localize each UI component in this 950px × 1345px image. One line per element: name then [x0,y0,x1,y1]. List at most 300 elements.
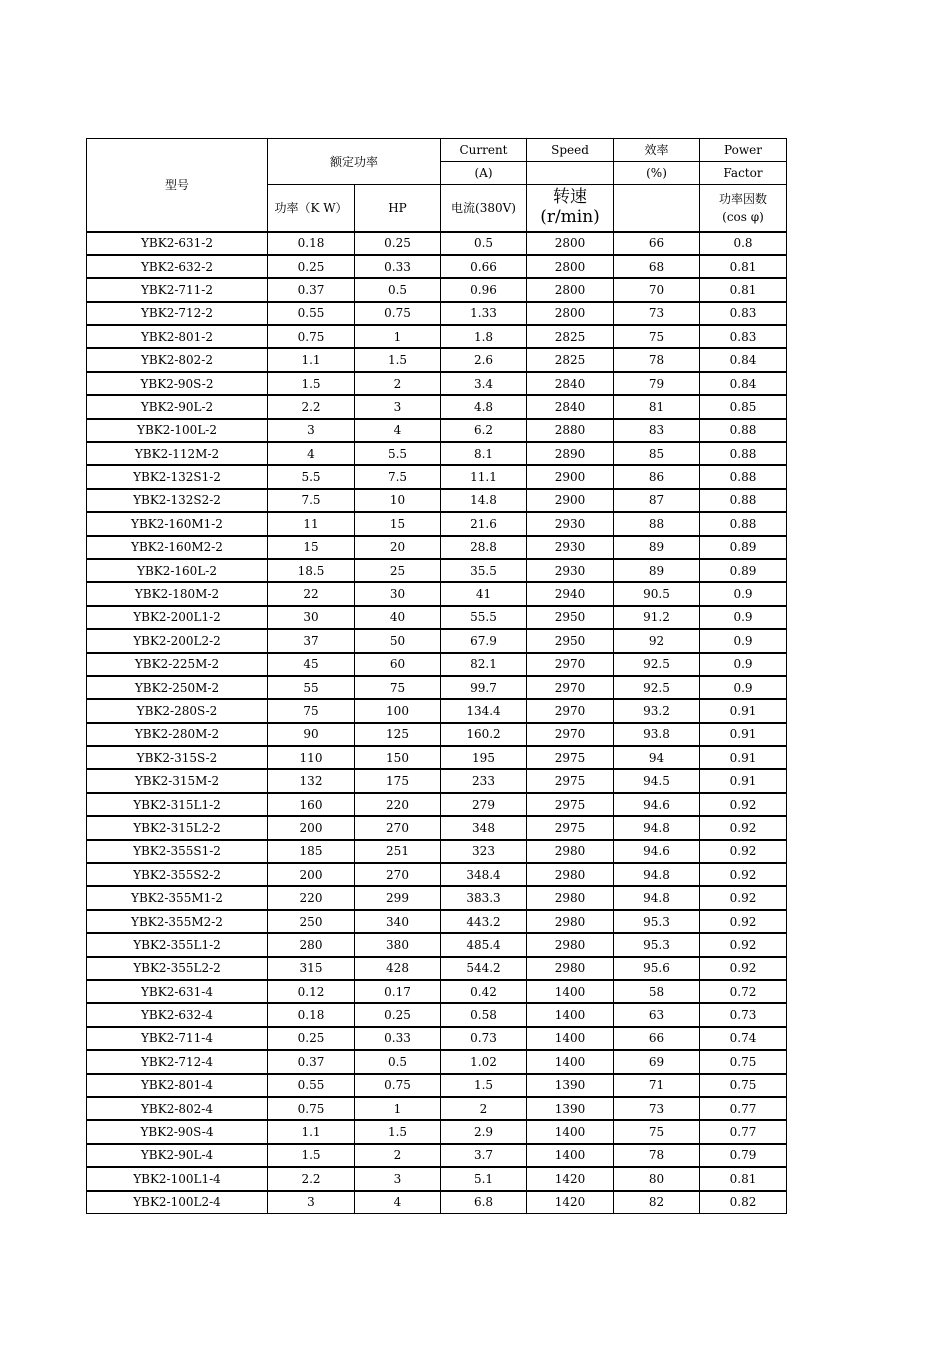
cell-model: YBK2-355M2-2 [87,910,268,933]
cell-power-factor: 0.88 [700,419,787,442]
table-row [87,1027,787,1050]
cell-efficiency: 94.8 [614,816,700,839]
cell-power-hp: 60 [355,653,441,676]
cell-power-factor: 0.88 [700,489,787,512]
cell-model: YBK2-712-2 [87,302,268,325]
table-row [87,1191,787,1214]
cell-power-factor: 0.88 [700,442,787,465]
cell-current: 67.9 [441,629,527,652]
cell-model: YBK2-712-4 [87,1050,268,1073]
cell-speed: 2930 [527,512,614,535]
table-row [87,442,787,465]
cell-efficiency: 88 [614,512,700,535]
header-pf-cn [700,185,787,232]
cell-model: YBK2-100L2-4 [87,1191,268,1214]
cell-model: YBK2-90L-2 [87,395,268,418]
cell-power-factor: 0.75 [700,1050,787,1073]
cell-power-factor: 0.83 [700,302,787,325]
table-row [87,348,787,371]
table-row [87,840,787,863]
cell-speed: 1420 [527,1167,614,1190]
cell-speed: 2900 [527,489,614,512]
table-row [87,1074,787,1097]
cell-power-kw: 1.1 [268,1120,355,1143]
cell-power-factor: 0.83 [700,325,787,348]
cell-efficiency: 75 [614,1120,700,1143]
header-power-factor-en2: Factor [700,162,787,185]
table-row [87,465,787,488]
cell-speed: 2975 [527,769,614,792]
table-row [87,793,787,816]
cell-power-hp: 5.5 [355,442,441,465]
cell-efficiency: 94.5 [614,769,700,792]
cell-efficiency: 83 [614,419,700,442]
cell-current: 11.1 [441,465,527,488]
cell-model: YBK2-90S-2 [87,372,268,395]
cell-power-kw: 11 [268,512,355,535]
cell-efficiency: 90.5 [614,582,700,605]
cell-power-kw: 280 [268,933,355,956]
cell-current: 348 [441,816,527,839]
cell-efficiency: 89 [614,536,700,559]
cell-power-hp: 0.17 [355,980,441,1003]
cell-efficiency: 73 [614,1097,700,1120]
cell-speed: 2975 [527,793,614,816]
cell-current: 485.4 [441,933,527,956]
cell-current: 1.5 [441,1074,527,1097]
cell-current: 5.1 [441,1167,527,1190]
cell-power-kw: 37 [268,629,355,652]
cell-power-hp: 7.5 [355,465,441,488]
cell-current: 195 [441,746,527,769]
table-row [87,1050,787,1073]
cell-power-factor: 0.92 [700,910,787,933]
cell-power-factor: 0.91 [700,699,787,722]
cell-efficiency: 68 [614,255,700,278]
cell-power-hp: 3 [355,395,441,418]
cell-power-factor: 0.79 [700,1144,787,1167]
table-row [87,980,787,1003]
cell-current: 0.73 [441,1027,527,1050]
cell-speed: 2800 [527,302,614,325]
cell-model: YBK2-90S-4 [87,1120,268,1143]
cell-power-kw: 2.2 [268,1167,355,1190]
cell-efficiency: 92.5 [614,653,700,676]
cell-speed: 2890 [527,442,614,465]
cell-power-hp: 20 [355,536,441,559]
cell-current: 0.5 [441,232,527,255]
table-row [87,1097,787,1120]
cell-speed: 1390 [527,1097,614,1120]
cell-efficiency: 94.6 [614,840,700,863]
cell-power-factor: 0.92 [700,886,787,909]
cell-power-factor: 0.74 [700,1027,787,1050]
cell-power-factor: 0.82 [700,1191,787,1214]
cell-power-hp: 428 [355,957,441,980]
cell-current: 544.2 [441,957,527,980]
header-speed-unit: (r/min) [540,206,600,227]
cell-power-kw: 3 [268,1191,355,1214]
cell-power-kw: 0.55 [268,1074,355,1097]
header-current-cn: 电流(380V) [441,185,527,232]
cell-efficiency: 87 [614,489,700,512]
cell-current: 383.3 [441,886,527,909]
table-row [87,536,787,559]
cell-power-hp: 75 [355,676,441,699]
cell-efficiency: 81 [614,395,700,418]
cell-current: 2.9 [441,1120,527,1143]
cell-speed: 2840 [527,395,614,418]
cell-speed: 2975 [527,746,614,769]
cell-speed: 2980 [527,886,614,909]
cell-speed: 2980 [527,840,614,863]
cell-power-factor: 0.91 [700,723,787,746]
table-row [87,653,787,676]
cell-power-hp: 0.5 [355,1050,441,1073]
cell-speed: 1390 [527,1074,614,1097]
cell-model: YBK2-200L2-2 [87,629,268,652]
cell-speed: 1400 [527,1003,614,1026]
motor-spec-table [86,138,787,1214]
cell-efficiency: 94.6 [614,793,700,816]
header-efficiency: 效率 [614,139,700,162]
cell-power-factor: 0.84 [700,348,787,371]
cell-power-kw: 22 [268,582,355,605]
cell-efficiency: 93.8 [614,723,700,746]
cell-current: 21.6 [441,512,527,535]
cell-power-hp: 340 [355,910,441,933]
cell-power-hp: 30 [355,582,441,605]
cell-model: YBK2-711-4 [87,1027,268,1050]
cell-power-kw: 55 [268,676,355,699]
cell-power-kw: 200 [268,816,355,839]
cell-speed: 2970 [527,676,614,699]
cell-efficiency: 66 [614,232,700,255]
cell-model: YBK2-801-4 [87,1074,268,1097]
cell-model: YBK2-180M-2 [87,582,268,605]
cell-power-kw: 200 [268,863,355,886]
cell-model: YBK2-280M-2 [87,723,268,746]
cell-power-kw: 1.1 [268,348,355,371]
cell-current: 1.02 [441,1050,527,1073]
cell-model: YBK2-632-2 [87,255,268,278]
cell-power-hp: 1.5 [355,348,441,371]
cell-efficiency: 95.3 [614,933,700,956]
cell-power-factor: 0.81 [700,255,787,278]
header-rated-power: 额定功率 [268,139,441,185]
table-row [87,699,787,722]
cell-power-kw: 1.5 [268,372,355,395]
cell-efficiency: 78 [614,1144,700,1167]
cell-power-factor: 0.9 [700,629,787,652]
cell-efficiency: 75 [614,325,700,348]
cell-power-kw: 315 [268,957,355,980]
cell-current: 2.6 [441,348,527,371]
cell-power-factor: 0.92 [700,863,787,886]
cell-power-factor: 0.73 [700,1003,787,1026]
cell-power-hp: 220 [355,793,441,816]
cell-current: 134.4 [441,699,527,722]
cell-speed: 2840 [527,372,614,395]
cell-power-kw: 160 [268,793,355,816]
cell-efficiency: 79 [614,372,700,395]
cell-speed: 1400 [527,1120,614,1143]
cell-speed: 2800 [527,232,614,255]
table-row [87,395,787,418]
cell-speed: 2950 [527,629,614,652]
cell-power-hp: 2 [355,1144,441,1167]
table-row [87,1120,787,1143]
cell-model: YBK2-160M1-2 [87,512,268,535]
cell-speed: 2940 [527,582,614,605]
cell-efficiency: 89 [614,559,700,582]
cell-current: 8.1 [441,442,527,465]
cell-speed: 2975 [527,816,614,839]
cell-efficiency: 66 [614,1027,700,1050]
cell-power-kw: 110 [268,746,355,769]
cell-current: 0.42 [441,980,527,1003]
cell-power-kw: 0.12 [268,980,355,1003]
cell-current: 4.8 [441,395,527,418]
cell-model: YBK2-802-2 [87,348,268,371]
cell-efficiency: 94.8 [614,886,700,909]
cell-power-factor: 0.92 [700,933,787,956]
cell-current: 3.4 [441,372,527,395]
cell-power-factor: 0.89 [700,536,787,559]
table-row [87,1167,787,1190]
cell-power-kw: 0.18 [268,1003,355,1026]
cell-model: YBK2-355S2-2 [87,863,268,886]
cell-power-factor: 0.88 [700,512,787,535]
cell-speed: 2900 [527,465,614,488]
cell-model: YBK2-802-4 [87,1097,268,1120]
cell-current: 6.2 [441,419,527,442]
header-pf-symbol: (cos φ) [722,209,764,224]
cell-efficiency: 95.6 [614,957,700,980]
table-body [87,232,787,1214]
cell-current: 0.96 [441,278,527,301]
header-speed-cn-label: 转速 [553,187,587,208]
cell-power-hp: 15 [355,512,441,535]
cell-model: YBK2-801-2 [87,325,268,348]
cell-power-hp: 2 [355,372,441,395]
cell-current: 348.4 [441,863,527,886]
cell-efficiency: 94.8 [614,863,700,886]
cell-power-kw: 0.25 [268,255,355,278]
cell-power-hp: 1 [355,1097,441,1120]
cell-speed: 2970 [527,699,614,722]
cell-power-hp: 270 [355,863,441,886]
cell-model: YBK2-315L1-2 [87,793,268,816]
cell-power-hp: 50 [355,629,441,652]
header-kw: 功率（K W） [268,185,355,232]
cell-speed: 2970 [527,723,614,746]
cell-power-factor: 0.9 [700,653,787,676]
cell-model: YBK2-355M1-2 [87,886,268,909]
cell-model: YBK2-100L-2 [87,419,268,442]
cell-power-kw: 45 [268,653,355,676]
cell-speed: 2970 [527,653,614,676]
cell-power-factor: 0.75 [700,1074,787,1097]
cell-model: YBK2-200L1-2 [87,606,268,629]
cell-power-hp: 100 [355,699,441,722]
cell-current: 1.33 [441,302,527,325]
cell-model: YBK2-315L2-2 [87,816,268,839]
table-row [87,232,787,255]
table-row [87,910,787,933]
table-row [87,957,787,980]
cell-power-factor: 0.8 [700,232,787,255]
cell-speed: 2930 [527,559,614,582]
cell-power-hp: 175 [355,769,441,792]
cell-model: YBK2-315M-2 [87,769,268,792]
cell-power-factor: 0.84 [700,372,787,395]
table-row [87,255,787,278]
cell-speed: 1400 [527,1144,614,1167]
cell-power-factor: 0.92 [700,840,787,863]
cell-model: YBK2-250M-2 [87,676,268,699]
cell-power-factor: 0.81 [700,1167,787,1190]
cell-power-hp: 10 [355,489,441,512]
cell-power-hp: 0.33 [355,1027,441,1050]
cell-power-hp: 1.5 [355,1120,441,1143]
cell-power-kw: 0.25 [268,1027,355,1050]
cell-current: 0.58 [441,1003,527,1026]
cell-current: 99.7 [441,676,527,699]
cell-power-hp: 0.75 [355,302,441,325]
cell-power-hp: 0.25 [355,232,441,255]
table-row [87,606,787,629]
cell-efficiency: 86 [614,465,700,488]
cell-power-hp: 25 [355,559,441,582]
cell-efficiency: 63 [614,1003,700,1026]
cell-speed: 2800 [527,278,614,301]
cell-power-hp: 0.25 [355,1003,441,1026]
header-efficiency-blank [614,185,700,232]
cell-power-factor: 0.9 [700,676,787,699]
cell-model: YBK2-100L1-4 [87,1167,268,1190]
header-pf-cn-label: 功率因数 [718,191,767,206]
header-current-unit: (A) [441,162,527,185]
cell-power-factor: 0.77 [700,1097,787,1120]
cell-speed: 2980 [527,933,614,956]
cell-efficiency: 58 [614,980,700,1003]
cell-efficiency: 69 [614,1050,700,1073]
cell-power-kw: 30 [268,606,355,629]
header-current-en: Current [441,139,527,162]
table-row [87,372,787,395]
table-row [87,419,787,442]
cell-speed: 2980 [527,957,614,980]
table-row [87,629,787,652]
cell-speed: 1400 [527,1050,614,1073]
table-row [87,746,787,769]
cell-power-kw: 0.75 [268,325,355,348]
cell-efficiency: 71 [614,1074,700,1097]
cell-power-kw: 1.5 [268,1144,355,1167]
table-row [87,933,787,956]
cell-power-kw: 75 [268,699,355,722]
cell-power-factor: 0.77 [700,1120,787,1143]
cell-efficiency: 91.2 [614,606,700,629]
cell-model: YBK2-355S1-2 [87,840,268,863]
cell-power-hp: 299 [355,886,441,909]
table-row [87,512,787,535]
cell-current: 1.8 [441,325,527,348]
cell-model: YBK2-112M-2 [87,442,268,465]
cell-model: YBK2-355L2-2 [87,957,268,980]
cell-model: YBK2-355L1-2 [87,933,268,956]
cell-power-factor: 0.92 [700,816,787,839]
cell-model: YBK2-225M-2 [87,653,268,676]
cell-speed: 2980 [527,863,614,886]
cell-power-factor: 0.91 [700,769,787,792]
cell-power-kw: 185 [268,840,355,863]
table-row [87,769,787,792]
table-row [87,302,787,325]
cell-current: 443.2 [441,910,527,933]
cell-power-hp: 4 [355,1191,441,1214]
cell-power-hp: 380 [355,933,441,956]
cell-power-kw: 5.5 [268,465,355,488]
cell-current: 323 [441,840,527,863]
cell-model: YBK2-280S-2 [87,699,268,722]
cell-power-factor: 0.72 [700,980,787,1003]
cell-power-factor: 0.91 [700,746,787,769]
cell-model: YBK2-315S-2 [87,746,268,769]
cell-power-factor: 0.92 [700,957,787,980]
cell-efficiency: 92.5 [614,676,700,699]
cell-power-hp: 3 [355,1167,441,1190]
cell-speed: 2825 [527,325,614,348]
cell-efficiency: 70 [614,278,700,301]
cell-efficiency: 95.3 [614,910,700,933]
cell-model: YBK2-90L-4 [87,1144,268,1167]
cell-power-hp: 251 [355,840,441,863]
cell-speed: 2980 [527,910,614,933]
cell-model: YBK2-711-2 [87,278,268,301]
header-efficiency-unit: (%) [614,162,700,185]
table-row [87,886,787,909]
cell-current: 3.7 [441,1144,527,1167]
header-power-factor-en: Power [700,139,787,162]
header-speed-en: Speed [527,139,614,162]
cell-efficiency: 94 [614,746,700,769]
cell-power-kw: 0.37 [268,278,355,301]
cell-power-hp: 125 [355,723,441,746]
cell-power-kw: 90 [268,723,355,746]
cell-power-kw: 0.55 [268,302,355,325]
table-row [87,816,787,839]
cell-power-kw: 0.37 [268,1050,355,1073]
cell-efficiency: 78 [614,348,700,371]
cell-power-factor: 0.81 [700,278,787,301]
table-row [87,1003,787,1026]
cell-power-kw: 18.5 [268,559,355,582]
cell-power-kw: 0.18 [268,232,355,255]
cell-power-kw: 7.5 [268,489,355,512]
cell-power-kw: 4 [268,442,355,465]
cell-efficiency: 93.2 [614,699,700,722]
header-hp: HP [355,185,441,232]
header-speed-blank [527,162,614,185]
cell-model: YBK2-631-2 [87,232,268,255]
header-speed-cn [527,185,614,232]
cell-efficiency: 92 [614,629,700,652]
cell-efficiency: 80 [614,1167,700,1190]
cell-efficiency: 85 [614,442,700,465]
cell-power-kw: 2.2 [268,395,355,418]
